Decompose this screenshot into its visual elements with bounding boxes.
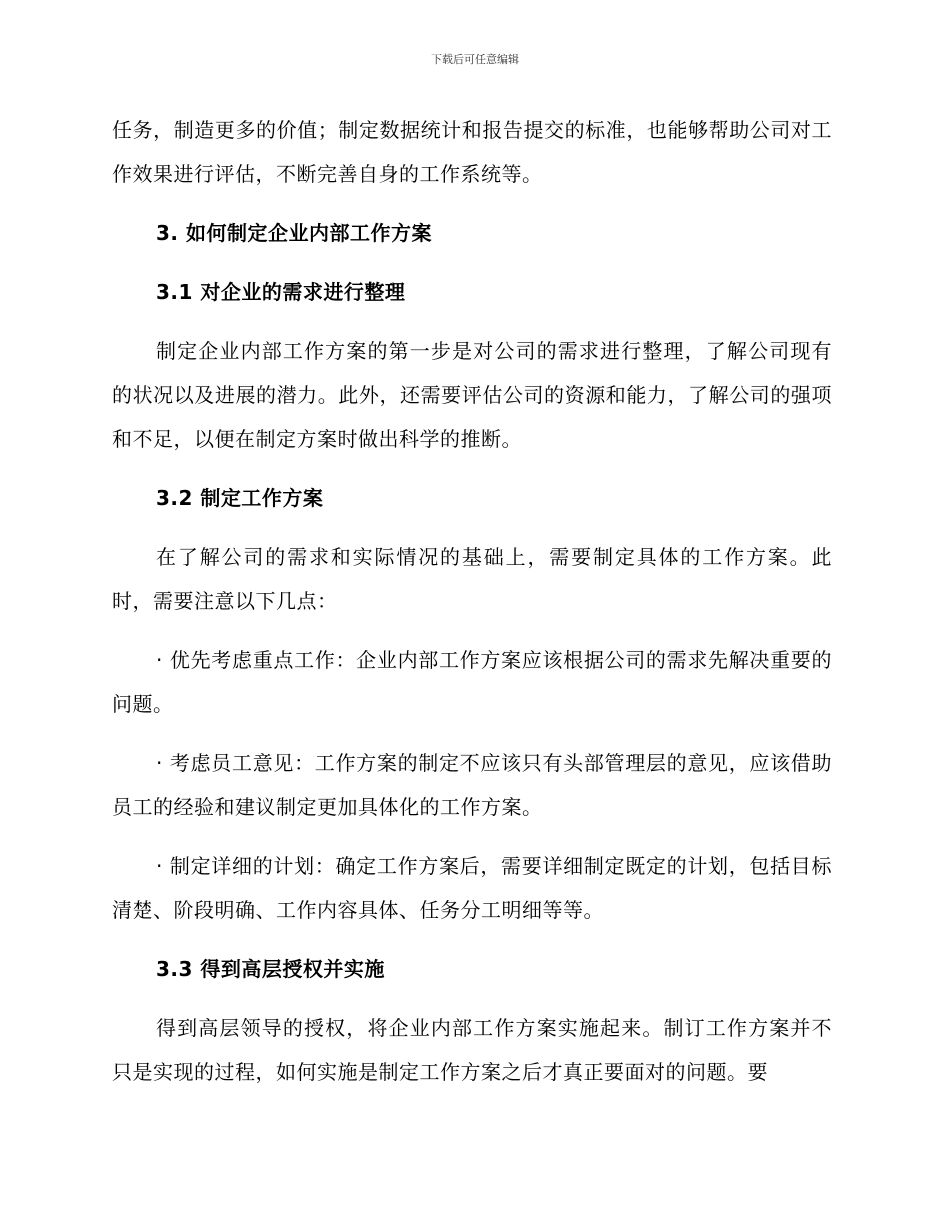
subsection-heading-3-3: 3.3 得到高层授权并实施 (156, 957, 385, 981)
paragraph-3-2: 在了解公司的需求和实际情况的基础上，需要制定具体的工作方案。此时，需要注意以下几点： (112, 545, 832, 613)
page-header: 下载后可任意编辑 (431, 53, 519, 66)
paragraph-intro: 任务，制造更多的价值；制定数据统计和报告提交的标准，也能够帮助公司对工作效果进行评估，不断完善自身的工作系统等。 (112, 118, 832, 186)
bullet-item-priority: · 优先考虑重点工作：企业内部工作方案应该根据公司的需求先解决重要的问题。 (112, 648, 832, 716)
bullet-item-employee-opinion: · 考虑员工意见：工作方案的制定不应该只有头部管理层的意见，应该借助员工的经验和建议制定更加具体化的工作方案。 (112, 751, 832, 819)
bullet-item-detailed-plan: · 制定详细的计划：确定工作方案后，需要详细制定既定的计划，包括目标清楚、阶段明确、工作内容具体、任务分工明细等等。 (112, 854, 832, 922)
document-body (112, 108, 832, 1094)
section-heading-3: 3. 如何制定企业内部工作方案 (156, 221, 432, 245)
subsection-heading-3-1: 3.1 对企业的需求进行整理 (156, 280, 406, 304)
paragraph-3-1: 制定企业内部工作方案的第一步是对公司的需求进行整理，了解公司现有的状况以及进展的潜力。此外，还需要评估公司的资源和能力，了解公司的强项和不足，以便在制定方案时做出科学的推断。 (112, 339, 832, 451)
paragraph-3-3: 得到高层领导的授权，将企业内部工作方案实施起来。制订工作方案并不只是实现的过程，如何实施是制定工作方案之后才真正要面对的问题。要 (112, 1016, 832, 1084)
subsection-heading-3-2: 3.2 制定工作方案 (156, 486, 324, 510)
